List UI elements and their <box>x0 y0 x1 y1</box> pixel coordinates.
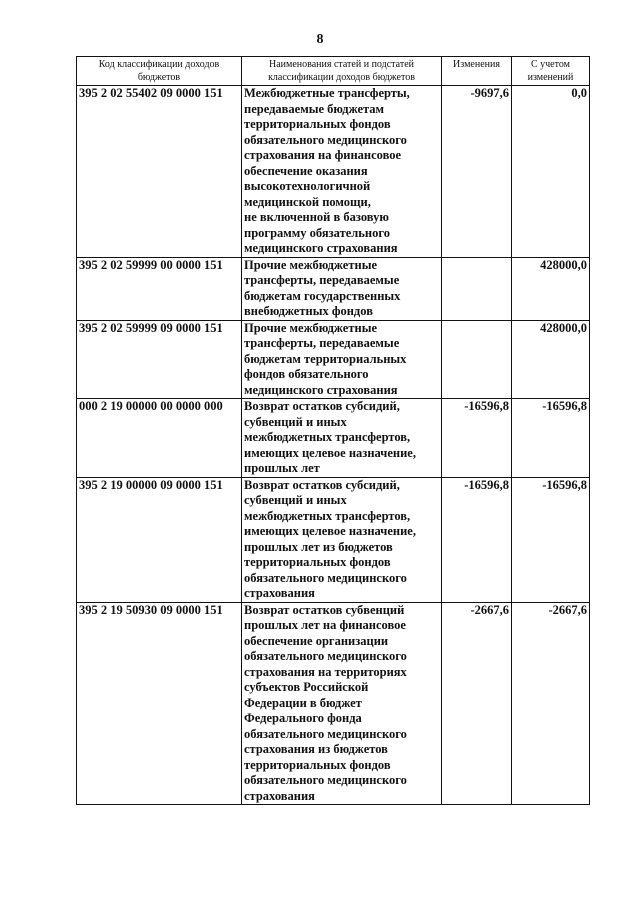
cell-name-line: обязательного медицинского <box>244 570 407 585</box>
cell-name-line: прошлых лет <box>244 461 320 475</box>
cell-name-line: страхования на территориях <box>244 664 407 679</box>
cell-code: 395 2 02 59999 09 0000 151 <box>77 320 242 399</box>
table-row <box>77 86 590 258</box>
cell-name-line: страхования <box>244 586 315 600</box>
cell-name-line: медицинской помощи, <box>244 194 371 209</box>
cell-name-line: бюджетам территориальных <box>244 351 407 366</box>
cell-name-line: Возврат остатков субсидий, <box>244 399 400 413</box>
cell-code: 395 2 19 50930 09 0000 151 <box>77 602 242 805</box>
cell-name-line: Прочие межбюджетные <box>244 320 377 335</box>
cell-name-line: обязательного медицинского <box>244 132 407 147</box>
cell-change: -16596,8 <box>442 399 512 478</box>
cell-name-line: территориальных фондов <box>244 117 391 131</box>
cell-name-line: фондов обязательного <box>244 367 369 381</box>
header-total: С учетом изменений <box>512 57 590 86</box>
cell-name-line: Межбюджетные трансферты, <box>244 86 410 100</box>
cell-name-line: имеющих целевое назначение, <box>244 524 416 538</box>
page-number: 8 <box>316 32 324 47</box>
cell-total: -16596,8 <box>512 477 590 602</box>
budget-table <box>76 56 590 805</box>
cell-name-line: прошлых лет из бюджетов <box>244 539 393 554</box>
cell-name-line: территориальных фондов <box>244 757 391 772</box>
cell-name-line: территориальных фондов <box>244 555 391 569</box>
table-row <box>77 477 590 602</box>
cell-total: -16596,8 <box>512 399 590 478</box>
table-row <box>77 257 590 320</box>
cell-name-line: трансферты, передаваемые <box>244 336 400 350</box>
cell-total: 428000,0 <box>512 320 590 399</box>
cell-code: 395 2 19 00000 09 0000 151 <box>77 477 242 602</box>
cell-name-line: Возврат остатков субвенций <box>244 602 405 617</box>
cell-total: 428000,0 <box>512 257 590 320</box>
cell-code: 000 2 19 00000 00 0000 000 <box>77 399 242 478</box>
cell-change: -16596,8 <box>442 477 512 602</box>
table-row <box>77 602 590 805</box>
cell-name-line: обязательного медицинского <box>244 773 407 787</box>
cell-name-line: субъектов Российской <box>244 680 369 694</box>
cell-change <box>442 320 512 399</box>
table-row <box>77 320 590 399</box>
cell-name-line: субвенций и иных <box>244 414 347 429</box>
header-change: Изменения <box>442 57 512 86</box>
cell-name-line: обеспечение организации <box>244 633 389 648</box>
header-code: Код классификации доходов бюджетов <box>77 57 242 86</box>
cell-change <box>442 257 512 320</box>
cell-name-line: Прочие межбюджетные <box>244 257 377 272</box>
cell-name-line: медицинского страхования <box>244 241 398 255</box>
cell-name-line: программу обязательного <box>244 225 390 240</box>
cell-name-line: высокотехнологичной <box>244 179 371 193</box>
cell-name-line: Федерации в бюджет <box>244 695 362 710</box>
cell-name-line: страхования на финансовое <box>244 148 402 162</box>
table-header-row <box>77 57 590 86</box>
cell-name <box>242 257 442 320</box>
cell-name-line: не включенной в базовую <box>244 210 389 224</box>
cell-name-line: обязательного медицинского <box>244 649 407 663</box>
table-row <box>77 399 590 478</box>
cell-name-line: Возврат остатков субсидий, <box>244 477 400 492</box>
cell-change: -9697,6 <box>442 86 512 258</box>
cell-name <box>242 477 442 602</box>
cell-name-line: межбюджетных трансфертов, <box>244 508 411 523</box>
cell-change: -2667,6 <box>442 602 512 805</box>
cell-name <box>242 320 442 399</box>
cell-name <box>242 602 442 805</box>
cell-name-line: обязательного медицинского <box>244 726 407 741</box>
cell-name-line: Федерального фонда <box>244 711 362 725</box>
cell-name-line: субвенций и иных <box>244 493 347 507</box>
cell-name-line: прошлых лет на финансовое <box>244 618 406 632</box>
cell-name-line: имеющих целевое назначение, <box>244 445 416 460</box>
cell-total: -2667,6 <box>512 602 590 805</box>
header-name: Наименования статей и подстатей классификации доходов бюджетов <box>242 57 442 86</box>
cell-name-line: передаваемые бюджетам <box>244 101 385 116</box>
cell-name-line: трансферты, передаваемые <box>244 273 400 287</box>
cell-code: 395 2 02 55402 09 0000 151 <box>77 86 242 258</box>
cell-name-line: обеспечение оказания <box>244 163 368 178</box>
cell-code: 395 2 02 59999 00 0000 151 <box>77 257 242 320</box>
cell-name-line: медицинского страхования <box>244 382 398 397</box>
cell-name-line: бюджетам государственных <box>244 288 401 303</box>
cell-total: 0,0 <box>512 86 590 258</box>
cell-name <box>242 399 442 478</box>
cell-name-line: внебюджетных фондов <box>244 304 373 318</box>
cell-name-line: страхования из бюджетов <box>244 742 388 756</box>
cell-name-line: межбюджетных трансфертов, <box>244 430 411 444</box>
cell-name <box>242 86 442 258</box>
cell-name-line: страхования <box>244 788 315 803</box>
